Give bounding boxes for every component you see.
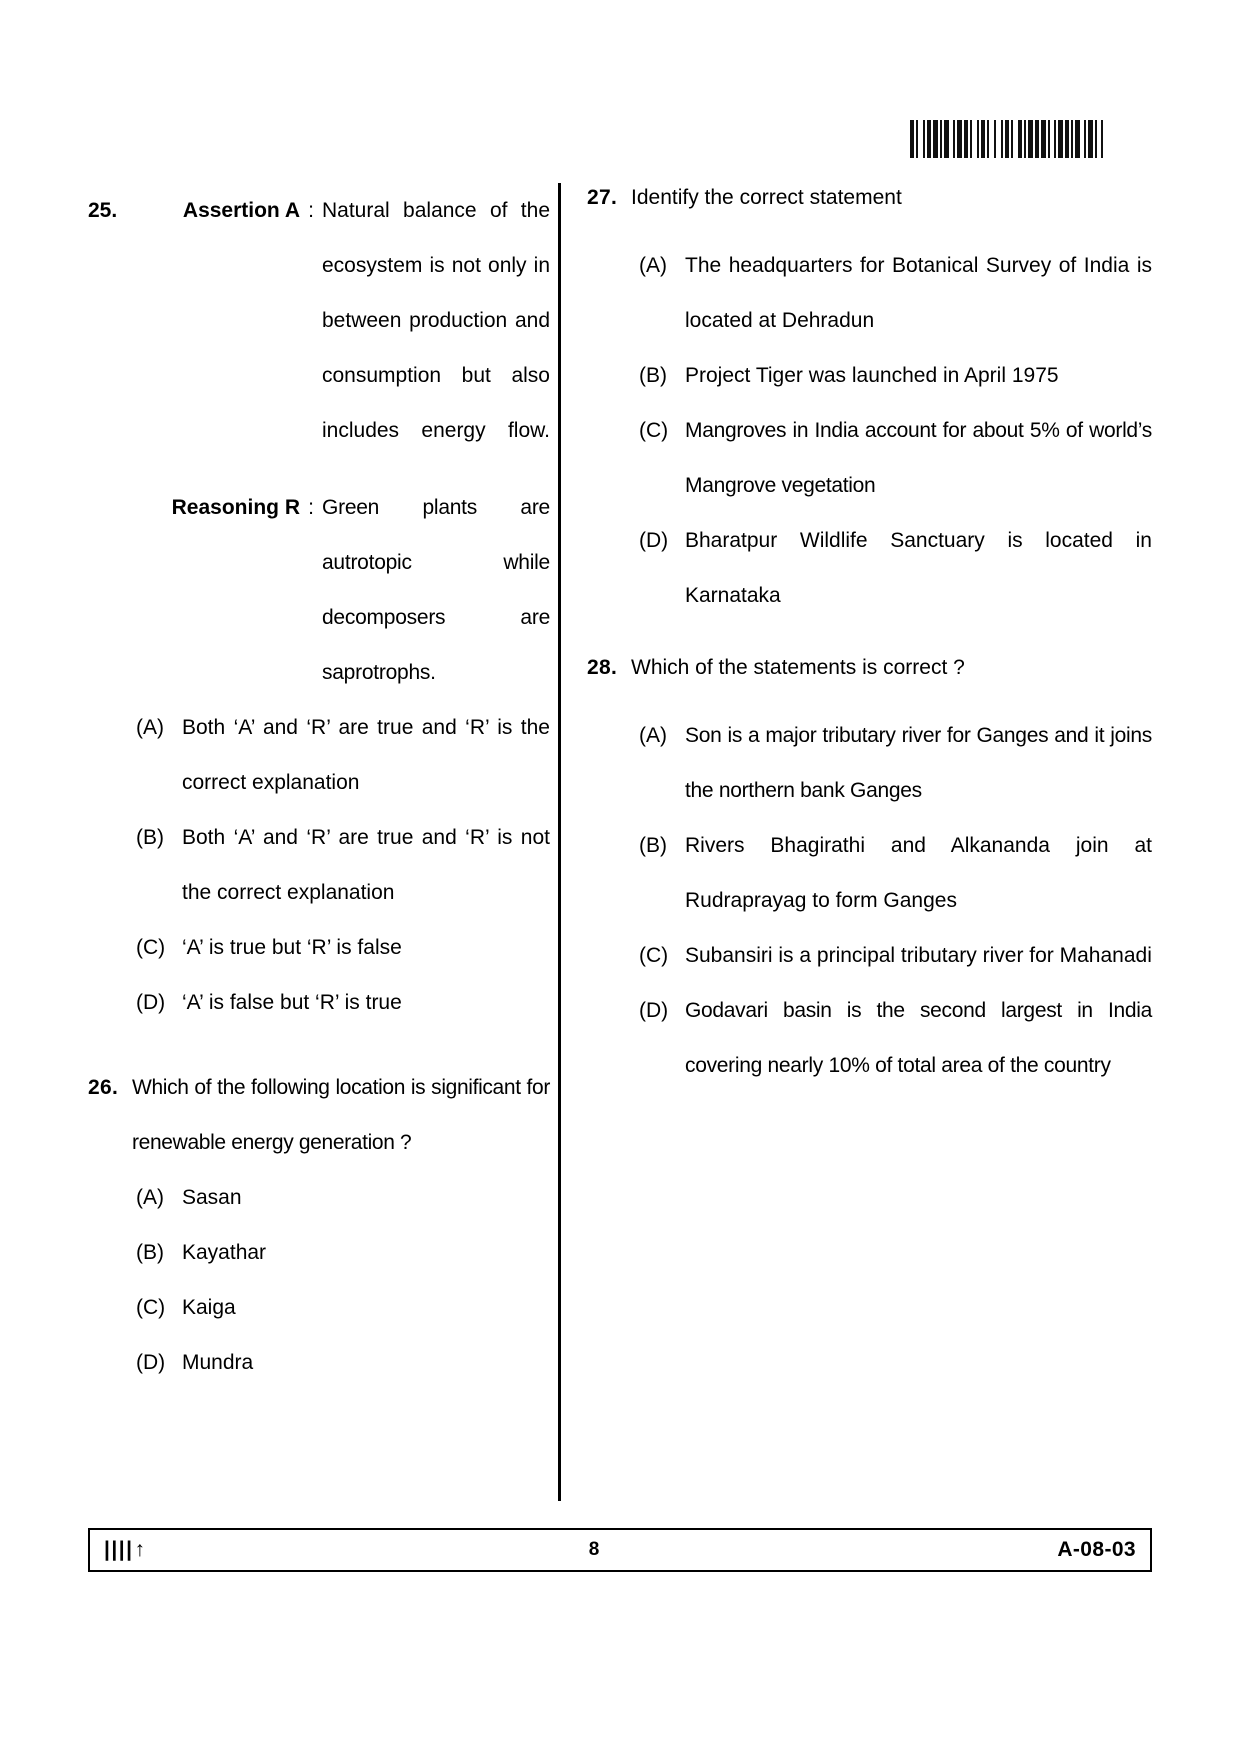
option-key: (A): [639, 254, 667, 277]
option-label: Both ‘A’ and ‘R’ are true and ‘R’ is the correct explanation: [182, 716, 550, 794]
paper-code: A-08-03: [1057, 1538, 1136, 1561]
option-25-d[interactable]: [88, 975, 550, 1030]
option-key: (C): [136, 1296, 166, 1319]
option-label: Subansiri is a principal tributary river for Mahanadi: [685, 944, 1152, 967]
option-label: ‘A’ is true but ‘R’ is false: [182, 936, 402, 959]
option-28-c[interactable]: [587, 928, 1152, 983]
right-column: [561, 183, 1152, 1501]
option-26-d[interactable]: [88, 1335, 550, 1390]
option-label: Sasan: [182, 1186, 242, 1209]
question-25-number: 25.: [88, 199, 118, 222]
left-column: [88, 183, 558, 1501]
option-label: Rivers Bhagirathi and Alkananda join at Rudraprayag to form Ganges: [685, 834, 1152, 912]
option-key: (B): [136, 1241, 164, 1264]
footer-mark: [104, 1538, 224, 1562]
up-arrow-icon: ↑: [134, 1538, 147, 1561]
reasoning-label: Reasoning R: [171, 496, 300, 519]
option-label: Son is a major tributary river for Ganges and it joins the northern bank Ganges: [685, 724, 1152, 802]
option-label: The headquarters for Botanical Survey of India is located at Dehradun: [685, 254, 1152, 332]
question-26-number: 26.: [88, 1076, 119, 1099]
question-26-options: [88, 1170, 550, 1390]
option-key: (A): [639, 724, 667, 747]
reasoning-colon: :: [308, 496, 314, 519]
option-27-c[interactable]: [587, 403, 1152, 513]
option-label: Mangroves in India account for about 5% of world’s Mangrove vegetation: [685, 419, 1152, 497]
assertion-text: Natural balance of the ecosystem is not only in between production and consumption but also includes energy flow.: [322, 199, 550, 442]
question-25-options: [88, 700, 550, 1030]
option-25-b[interactable]: [88, 810, 550, 920]
assertion-colon: :: [308, 199, 314, 222]
option-label: Bharatpur Wildlife Sanctuary is located in Karnataka: [685, 529, 1152, 607]
page-footer: [88, 1528, 1152, 1572]
question-28-stem-row: [587, 653, 1152, 683]
option-key: (B): [639, 834, 667, 857]
question-28-number: 28.: [587, 656, 618, 679]
option-label: Mundra: [182, 1351, 254, 1374]
option-28-b[interactable]: [587, 818, 1152, 928]
question-27: [587, 183, 1152, 623]
option-27-d[interactable]: [587, 513, 1152, 623]
question-26: [88, 1060, 550, 1390]
option-key: (D): [639, 529, 669, 552]
page-number: 8: [588, 1539, 600, 1560]
option-key: (C): [639, 419, 669, 442]
question-27-number: 27.: [587, 186, 618, 209]
option-label: Kaiga: [182, 1296, 236, 1319]
option-27-b[interactable]: [587, 348, 1152, 403]
option-25-a[interactable]: [88, 700, 550, 810]
option-key: (B): [136, 826, 164, 849]
question-27-stem: Identify the correct statement: [631, 186, 902, 209]
option-28-a[interactable]: [587, 708, 1152, 818]
reasoning-row: [88, 480, 550, 700]
option-28-d[interactable]: [587, 983, 1152, 1093]
option-key: (A): [136, 716, 164, 739]
option-key: (C): [136, 936, 166, 959]
option-key: (B): [639, 364, 667, 387]
question-28-stem: Which of the statements is correct ?: [631, 656, 965, 679]
reasoning-text: Green plants are autrotopic while decomposers are saprotrophs.: [322, 496, 550, 684]
option-key: (C): [639, 944, 669, 967]
option-26-b[interactable]: [88, 1225, 550, 1280]
option-label: Godavari basin is the second largest in India covering nearly 10% of total area of the country: [685, 999, 1152, 1077]
assertion-row: [88, 183, 550, 458]
option-key: (A): [136, 1186, 164, 1209]
option-key: (D): [136, 1351, 166, 1374]
option-label: Project Tiger was launched in April 1975: [685, 364, 1059, 387]
question-26-stem-row: [88, 1060, 550, 1170]
question-27-stem-row: [587, 183, 1152, 213]
option-label: Kayathar: [182, 1241, 267, 1264]
option-27-a[interactable]: [587, 238, 1152, 348]
barcode: [910, 118, 1108, 158]
question-28-options: [587, 708, 1152, 1093]
option-key: (D): [136, 991, 166, 1014]
option-25-c[interactable]: [88, 920, 550, 975]
question-28: [587, 653, 1152, 1093]
barcode-bars: [910, 120, 1108, 158]
question-25: [88, 183, 550, 1030]
assertion-label: Assertion A: [182, 199, 300, 222]
question-27-options: [587, 238, 1152, 623]
question-columns: [88, 183, 1152, 1501]
option-key: (D): [639, 999, 669, 1022]
question-26-stem: Which of the following location is significant for renewable energy generation ?: [132, 1076, 550, 1154]
option-label: Both ‘A’ and ‘R’ are true and ‘R’ is not the correct explanation: [182, 826, 550, 904]
option-label: ‘A’ is false but ‘R’ is true: [182, 991, 402, 1014]
option-26-a[interactable]: [88, 1170, 550, 1225]
option-26-c[interactable]: [88, 1280, 550, 1335]
tally-marks-icon: ||||: [104, 1538, 134, 1561]
